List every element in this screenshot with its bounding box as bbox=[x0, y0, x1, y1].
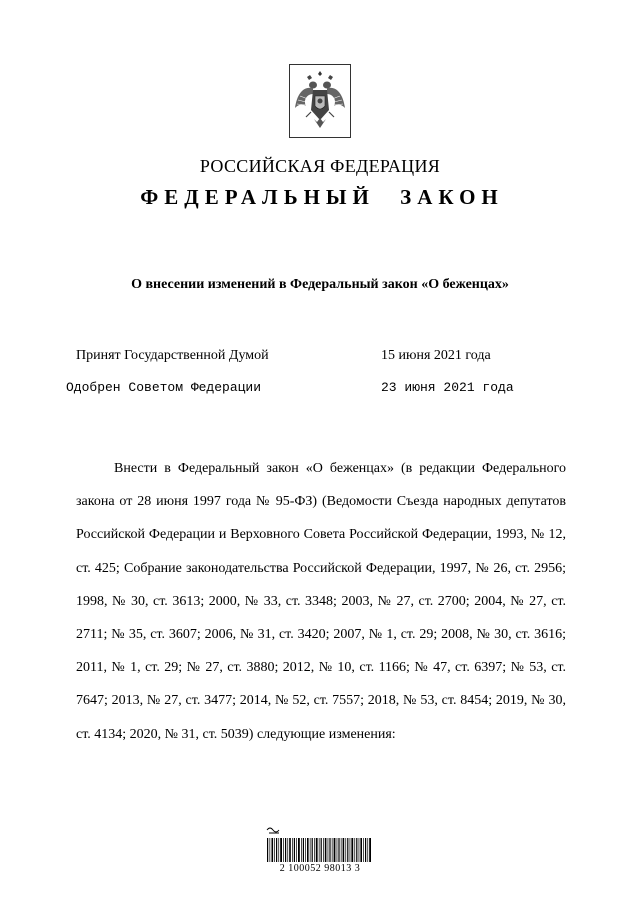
duma-date: 15 июня 2021 года bbox=[381, 348, 491, 363]
council-label: Одобрен Советом Федерации bbox=[66, 380, 262, 395]
law-title: О внесении изменений в Федеральный закон «О беженцах» bbox=[131, 277, 509, 292]
country-heading: РОССИЙСКАЯ ФЕДЕРАЦИЯ bbox=[199, 156, 441, 176]
barcode-number: 2 100052 98013 3 bbox=[279, 863, 361, 874]
document-type-heading: ФЕДЕРАЛЬНЫЙ ЗАКОН bbox=[140, 185, 504, 209]
body-paragraph: Внести в Федеральный закон «О беженцах» (в редакции Федерального закона от 28 июня 1997 года № 95-ФЗ) (Ведомости Съезда народных депутатов Российской Федерации и Верховного Совета Российской Федерации, 1993, № 12, ст. 425; Собрание законодательства Российской Федерации, 1997, № 26, ст. 2956; 1998, № 30, ст. 3613; 2000, № 33, ст. 3348; 2003, № 27, ст. 2700; 2004, № 27, ст. 2711; № 35, ст. 3607; 2006, № 31, ст. 3420; 2007, № 1, ст. 29; 2008, № 30, ст. 3616; 2011, № 1, ст. 29; № 27, ст. 3880; 2012, № 10, ст. 1166; № 47, ст. 6397; № 53, ст. 7647; 2013, № 27, ст. 3477; 2014, № 52, ст. 7557; 2018, № 53, ст. 8454; 2019, № 30, ст. 4134; 2020, № 31, ст. 5039) следующие изменения: bbox=[76, 461, 566, 742]
state-emblem-icon bbox=[289, 64, 351, 138]
duma-label: Принят Государственной Думой bbox=[76, 348, 269, 363]
council-date: 23 июня 2021 года bbox=[381, 380, 514, 395]
